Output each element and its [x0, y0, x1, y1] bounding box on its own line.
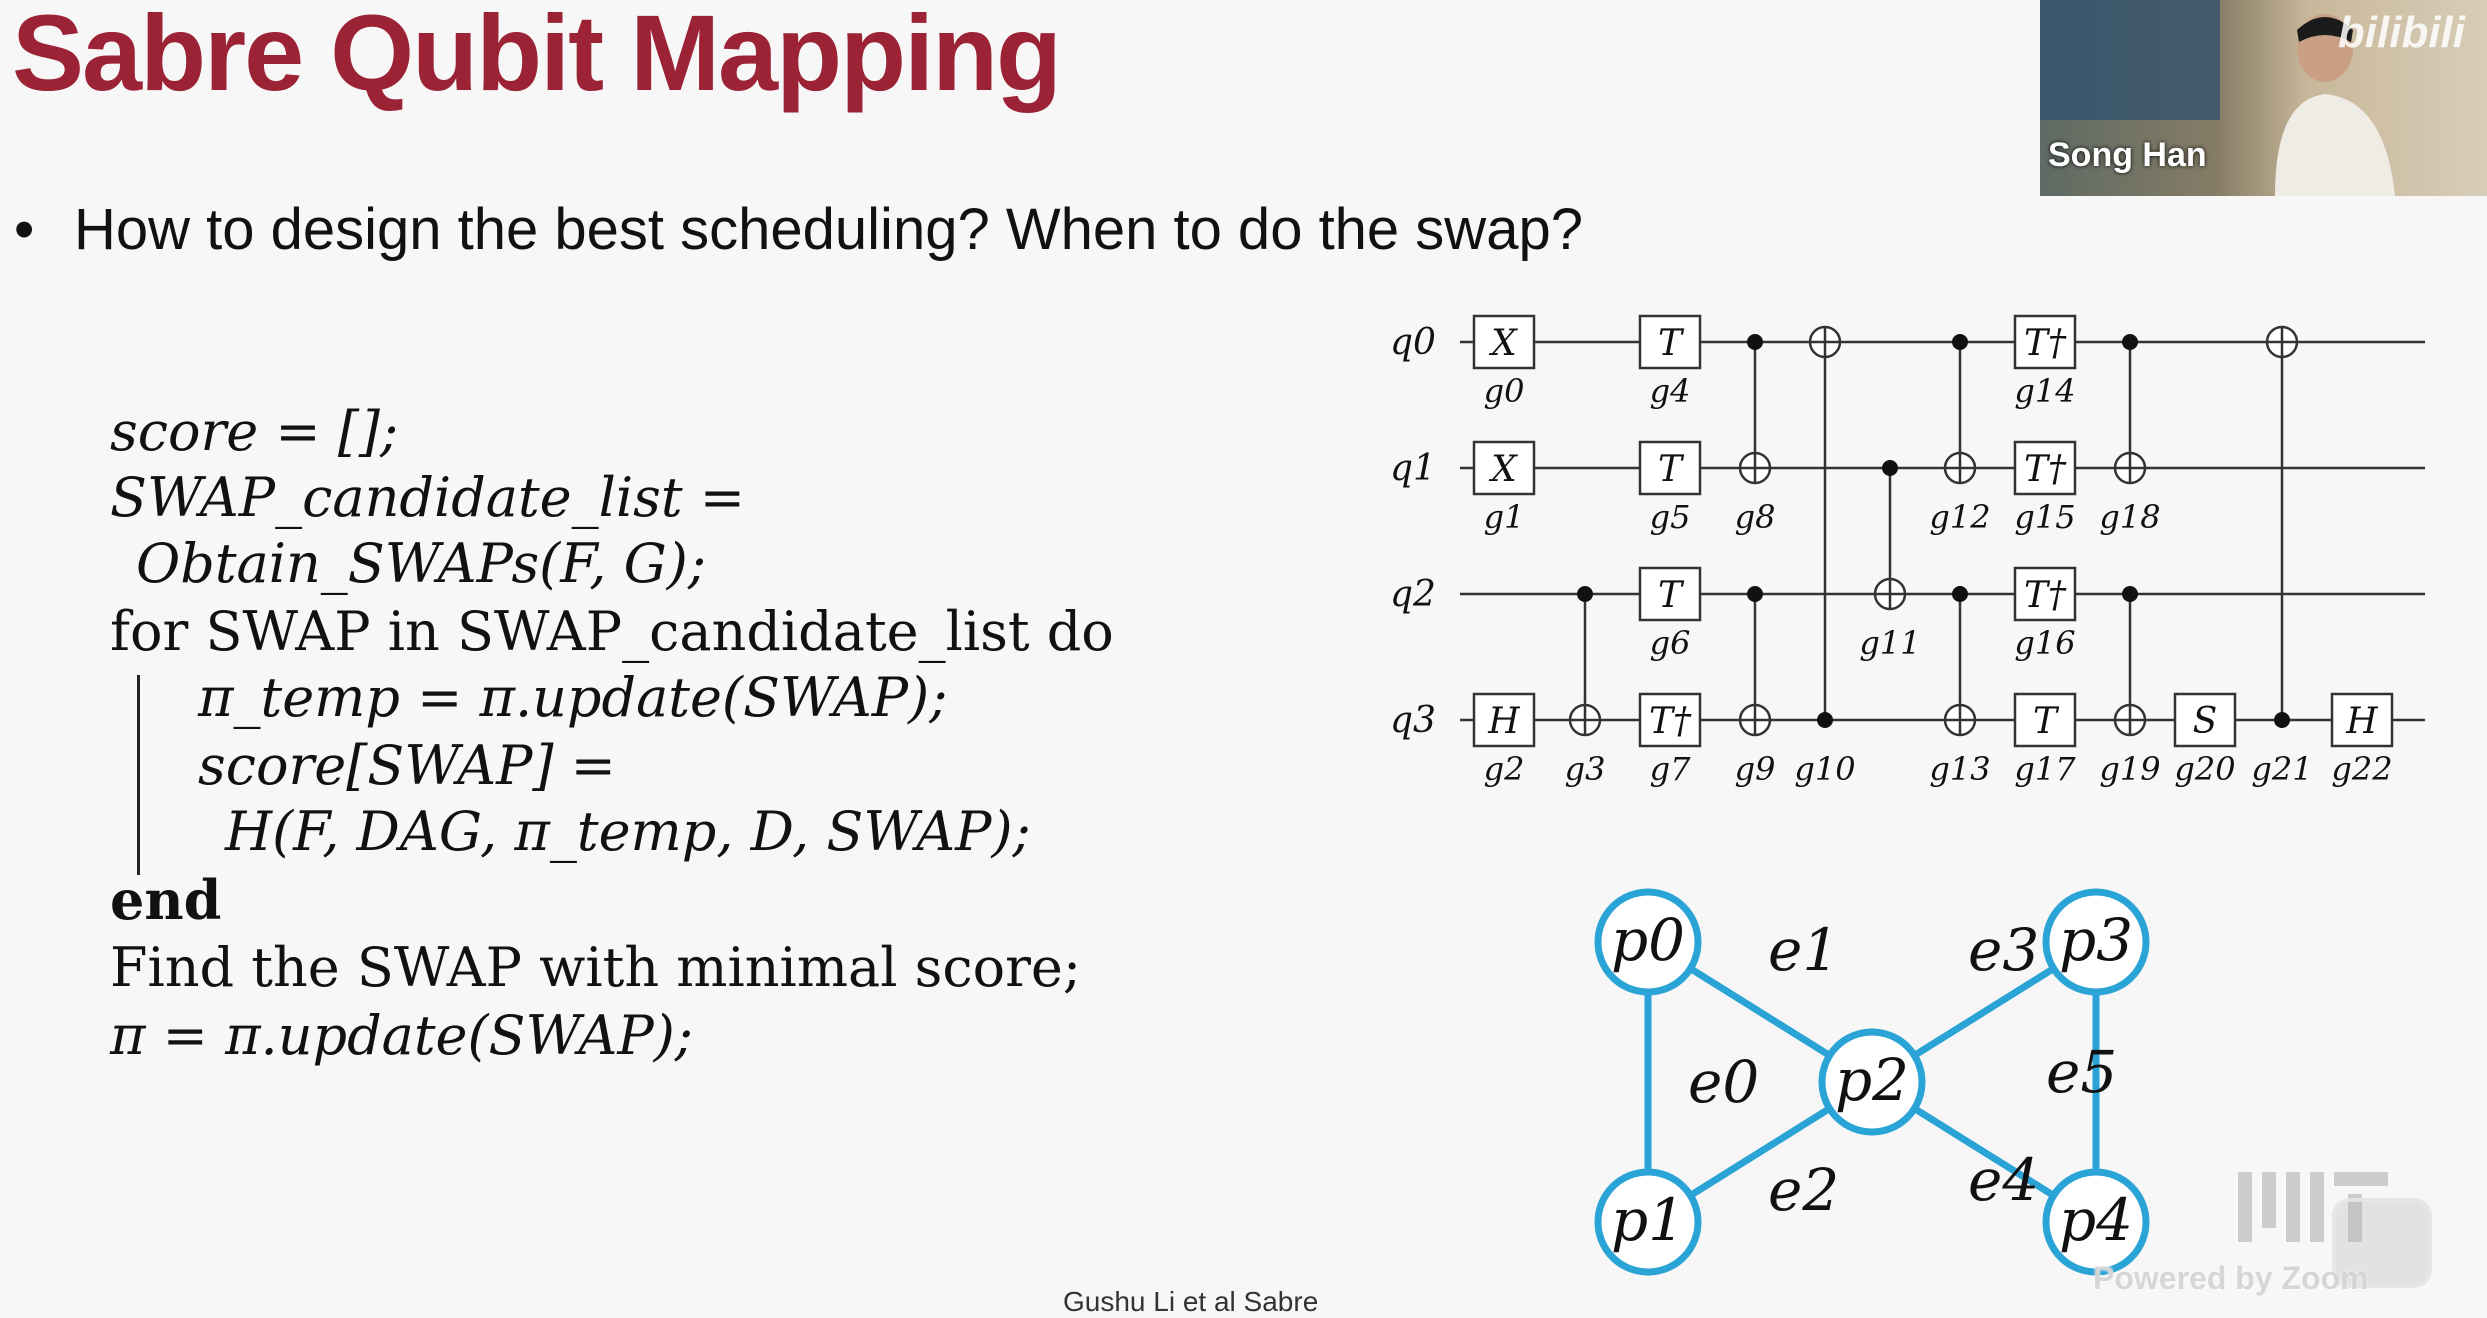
cnot-control-dot	[1817, 712, 1833, 728]
gate-id-label: g2	[1483, 750, 1525, 788]
qubit-label: q2	[1390, 574, 1436, 615]
cnot-control-dot	[1952, 334, 1968, 350]
gate-symbol: T	[2032, 701, 2058, 742]
bullet-dot-icon: •	[14, 197, 35, 262]
cnot-control-dot	[2122, 334, 2138, 350]
gate-symbol: T	[1657, 323, 1683, 364]
gate-symbol: H	[1488, 701, 1520, 742]
edge-label: e1	[1768, 916, 1840, 984]
gate-symbol: T	[1657, 575, 1683, 616]
edge-label: e0	[1688, 1048, 1760, 1116]
gate-id-label: g22	[2331, 750, 2393, 788]
gate-id-label: g0	[1483, 372, 1525, 410]
gate-symbol: T†	[2023, 575, 2067, 616]
algo-line-7: end	[110, 868, 222, 932]
bullet-point	[14, 196, 1583, 263]
algo-line-1: SWAP_candidate_list =	[110, 466, 745, 529]
gate-id-label: g17	[2014, 750, 2076, 788]
qubit-label: q1	[1390, 448, 1436, 489]
algo-line-6: H(F, DAG, π_temp, D, SWAP);	[225, 800, 1031, 863]
gate-symbol: T†	[1648, 701, 1692, 742]
bullet-text: How to design the best scheduling? When to do the swap?	[74, 197, 1583, 262]
algo-line-0: score = [];	[110, 400, 399, 463]
zoom-watermark: Powered by Zoom	[2093, 1260, 2369, 1296]
algo-line-2: Obtain_SWAPs(F, G);	[136, 532, 707, 595]
gate-id-label: g19	[2099, 750, 2161, 788]
cnot-control-dot	[1577, 586, 1593, 602]
gate-id-label: g1	[1483, 498, 1525, 536]
gate-symbol: T†	[2023, 323, 2067, 364]
edge-label: e2	[1768, 1156, 1840, 1224]
gate-id-label: g16	[2014, 624, 2076, 662]
gate-id-label: g6	[1649, 624, 1691, 662]
node-label: p2	[1834, 1046, 1910, 1114]
node-label: p3	[2058, 906, 2134, 974]
quantum-circuit	[1370, 300, 2450, 800]
video-blackboard	[2040, 0, 2220, 120]
gate-id-label: g13	[1929, 750, 1991, 788]
qubit-label: q3	[1390, 700, 1436, 741]
gate-id-label: g5	[1649, 498, 1691, 536]
gate-id-label: g15	[2014, 498, 2076, 536]
gate-symbol: H	[2346, 701, 2378, 742]
gate-id-label: g12	[1929, 498, 1991, 536]
algo-line-4: π_temp = π.update(SWAP);	[198, 666, 948, 729]
cnot-control-dot	[1747, 334, 1763, 350]
gate-id-label: g18	[2099, 498, 2161, 536]
algo-loop-bar	[137, 675, 140, 875]
gate-id-label: g8	[1734, 498, 1776, 536]
node-label: p4	[2058, 1186, 2134, 1254]
gate-id-label: g21	[2251, 750, 2313, 788]
cnot-control-dot	[1952, 586, 1968, 602]
gate-symbol: S	[2192, 701, 2218, 742]
gate-id-label: g9	[1734, 750, 1776, 788]
citation: Gushu Li et al Sabre	[1063, 1286, 1319, 1317]
node-label: p1	[1610, 1186, 1686, 1254]
gate-id-label: g10	[1794, 750, 1856, 788]
gate-symbol: X	[1491, 449, 1517, 490]
coupling-graph	[1570, 870, 2190, 1290]
gate-id-label: g11	[1859, 624, 1921, 662]
qubit-label: q0	[1390, 322, 1436, 363]
cnot-control-dot	[2274, 712, 2290, 728]
gate-id-label: g14	[2014, 372, 2076, 410]
edge-label: e5	[2046, 1038, 2118, 1106]
gate-id-label: g20	[2174, 750, 2236, 788]
edge-label: e4	[1968, 1146, 2040, 1214]
algo-line-3: for SWAP in SWAP_candidate_list do	[110, 600, 1114, 663]
gate-symbol: X	[1491, 323, 1517, 364]
cnot-control-dot	[1747, 586, 1763, 602]
edge-label: e3	[1968, 916, 2040, 984]
algo-line-8: Find the SWAP with minimal score;	[110, 936, 1082, 999]
cnot-control-dot	[2122, 586, 2138, 602]
bilibili-logo: bilibili	[2337, 8, 2465, 57]
algo-line-5: score[SWAP] =	[198, 734, 616, 797]
gate-id-label: g3	[1564, 750, 1606, 788]
algo-line-9: π = π.update(SWAP);	[110, 1004, 693, 1067]
gate-id-label: g4	[1649, 372, 1691, 410]
speaker-video[interactable]	[2040, 0, 2487, 196]
gate-symbol: T†	[2023, 449, 2067, 490]
speaker-name: Song Han	[2048, 136, 2207, 174]
slide-title: Sabre Qubit Mapping	[12, 0, 1061, 113]
cnot-control-dot	[1882, 460, 1898, 476]
node-label: p0	[1610, 906, 1686, 974]
gate-symbol: T	[1657, 449, 1683, 490]
gate-id-label: g7	[1649, 750, 1691, 788]
